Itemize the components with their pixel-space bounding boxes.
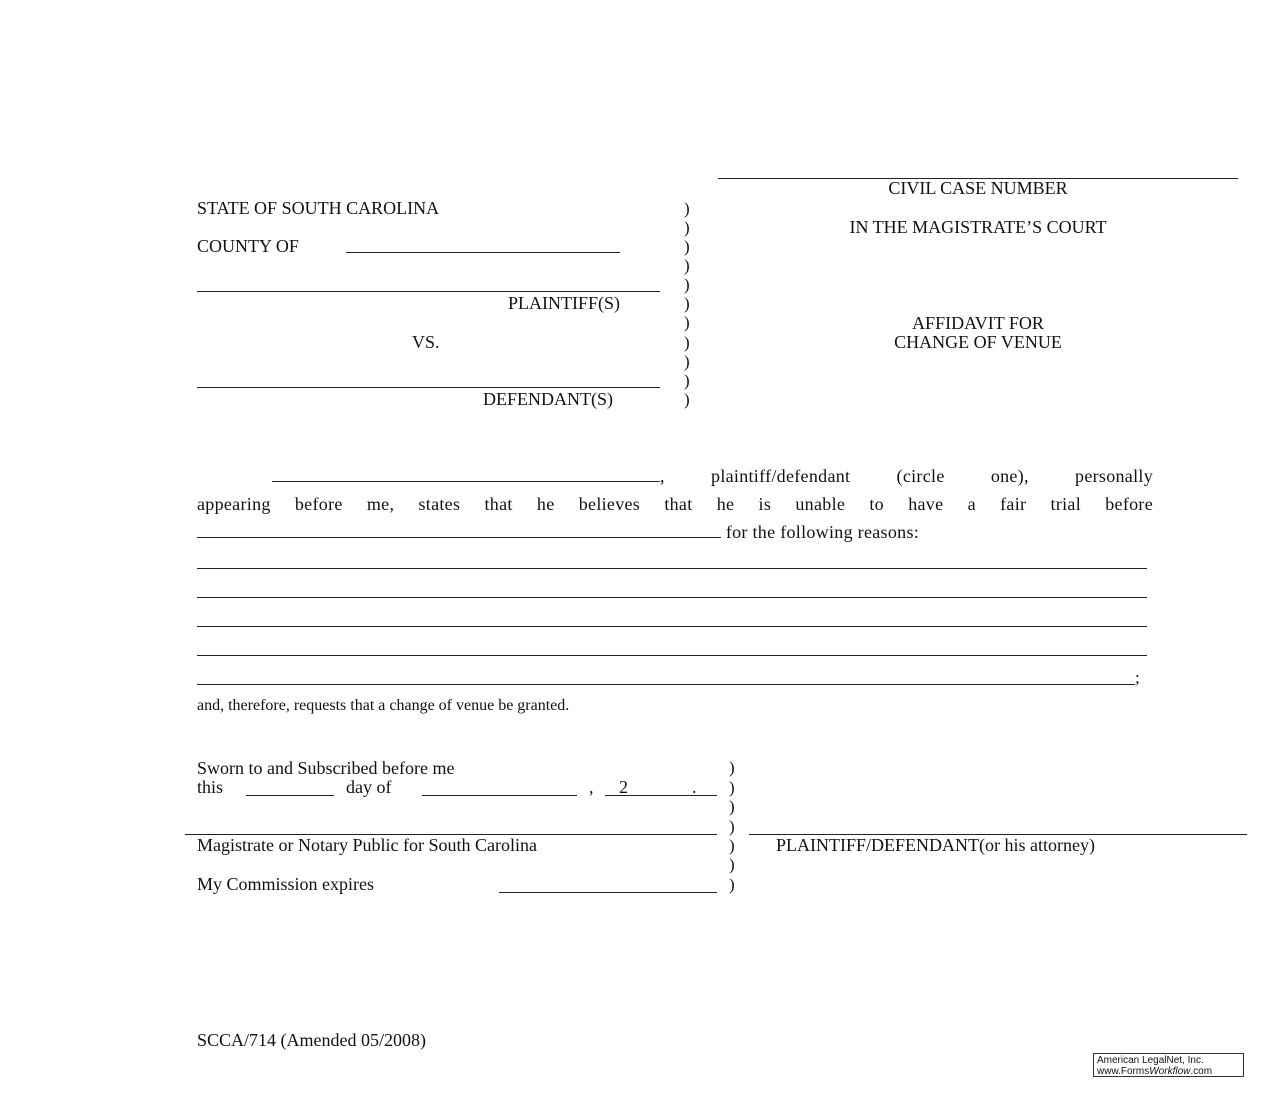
reason-line-1[interactable] bbox=[197, 568, 1147, 569]
brand-line-2 bbox=[1097, 1066, 1240, 1077]
jurat-paren: ) bbox=[729, 836, 735, 855]
state-label: STATE OF SOUTH CAROLINA bbox=[197, 198, 440, 218]
form-id: SCCA/714 (Amended 05/2008) bbox=[197, 1030, 426, 1050]
notary-label: Magistrate or Notary Public for South Carolina bbox=[197, 835, 537, 855]
caption-paren: ) bbox=[684, 275, 690, 294]
year-prefix: 2 bbox=[619, 777, 628, 797]
jurat-paren: ) bbox=[729, 855, 735, 874]
commission-label: My Commission expires bbox=[197, 874, 375, 894]
caption-paren: ) bbox=[684, 313, 690, 332]
plaintiff-label: PLAINTIFF(S) bbox=[508, 293, 621, 313]
form-title-line2: CHANGE OF VENUE bbox=[894, 332, 1062, 352]
jurat-paren: ) bbox=[729, 778, 735, 797]
month-field[interactable] bbox=[422, 795, 577, 796]
caption-paren: ) bbox=[684, 199, 690, 218]
caption-paren: ) bbox=[684, 390, 690, 409]
reason-line-2[interactable] bbox=[197, 597, 1147, 598]
reason-line-5[interactable] bbox=[197, 684, 1135, 685]
commission-date-field[interactable] bbox=[499, 892, 717, 893]
affidavit-line-3-text: for the following reasons: bbox=[725, 522, 920, 542]
jurat-paren: ) bbox=[729, 875, 735, 894]
day-field[interactable] bbox=[246, 795, 334, 796]
brand-url-suffix: .com bbox=[1190, 1066, 1213, 1077]
affidavit-line-2: appearing before me, states that he believes that he is unable to have a fair trial before bbox=[197, 494, 1153, 514]
conclusion-text: and, therefore, requests that a change of venue be granted. bbox=[197, 697, 570, 714]
jurat-paren: ) bbox=[729, 797, 735, 816]
caption-paren: ) bbox=[684, 237, 690, 256]
sworn-text: Sworn to and Subscribed before me bbox=[197, 758, 455, 778]
affidavit-line-3 bbox=[197, 522, 1153, 543]
caption-paren: ) bbox=[684, 371, 690, 390]
brand-url-prefix: www.Forms bbox=[1097, 1066, 1150, 1077]
year-period: . bbox=[692, 777, 697, 797]
defendant-name-field[interactable] bbox=[197, 387, 660, 388]
jurat-paren: ) bbox=[729, 817, 735, 836]
affidavit-line-1 bbox=[197, 466, 1153, 487]
brand-box bbox=[1093, 1053, 1244, 1077]
county-field[interactable] bbox=[346, 252, 620, 253]
date-comma: , bbox=[589, 777, 594, 797]
case-number-label: CIVIL CASE NUMBER bbox=[888, 178, 1068, 198]
jurat-paren: ) bbox=[729, 758, 735, 777]
versus-label: VS. bbox=[412, 332, 440, 352]
this-label: this bbox=[197, 777, 224, 797]
defendant-label: DEFENDANT(S) bbox=[483, 389, 613, 409]
magistrate-name-field[interactable] bbox=[197, 523, 721, 538]
affidavit-line-1-text: , plaintiff/defendant (circle one), personally bbox=[660, 466, 1153, 486]
caption-paren: ) bbox=[684, 352, 690, 371]
caption-paren: ) bbox=[684, 294, 690, 313]
caption-paren: ) bbox=[684, 333, 690, 352]
reasons-end-semicolon: ; bbox=[1135, 668, 1140, 687]
affiant-name-field[interactable] bbox=[272, 467, 660, 482]
reason-line-4[interactable] bbox=[197, 655, 1147, 656]
party-signature-label: PLAINTIFF/DEFENDANT(or his attorney) bbox=[776, 835, 1095, 855]
caption-paren: ) bbox=[684, 256, 690, 275]
court-name: IN THE MAGISTRATE’S COURT bbox=[849, 217, 1107, 237]
reason-line-3[interactable] bbox=[197, 626, 1147, 627]
day-of-label: day of bbox=[346, 777, 392, 797]
plaintiff-name-field[interactable] bbox=[197, 291, 660, 292]
caption-paren: ) bbox=[684, 218, 690, 237]
form-title-line1: AFFIDAVIT FOR bbox=[912, 313, 1044, 333]
county-label: COUNTY OF bbox=[197, 236, 299, 256]
brand-url-italic: Workflow bbox=[1149, 1066, 1191, 1077]
brand-line-1: American LegalNet, Inc. bbox=[1097, 1055, 1204, 1066]
